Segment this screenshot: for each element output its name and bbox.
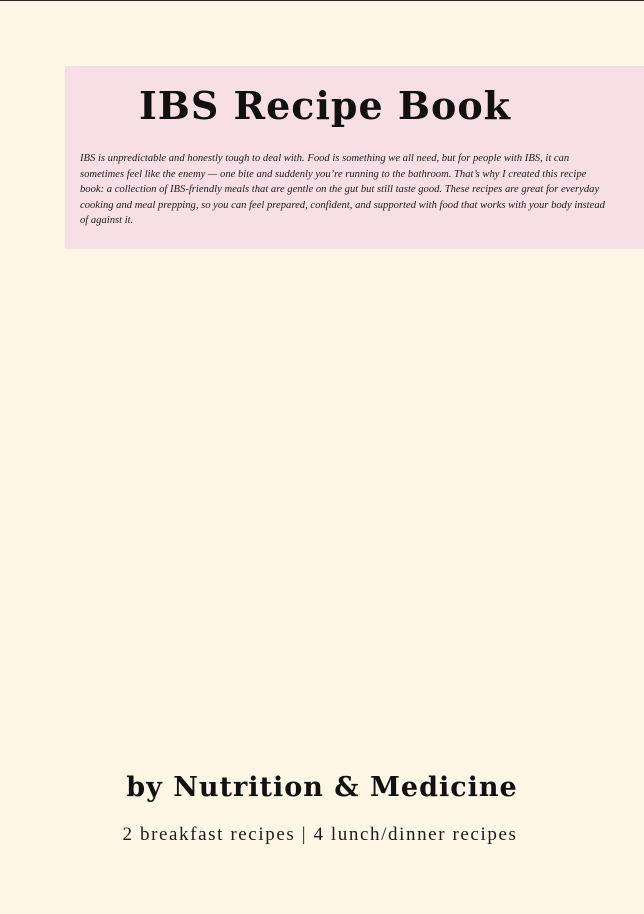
book-title: IBS Recipe Book <box>138 83 511 128</box>
top-border-line <box>0 0 644 1</box>
intro-paragraph: IBS is unpredictable and honestly tough to deal with. Food is something we all need, but for people with IBS, it can sometimes feel like the enemy — one bite and suddenly you’re running to the bathroom. That’s why I created this recipe book: a collection of IBS-friendly meals that are gentle on the gut but still taste good. These recipes are great for everyday cooking and meal prepping, so you can feel prepared, confident, and supported with food that works with your body instead of against it. <box>80 153 605 226</box>
recipe-count-line: 2 breakfast recipes | 4 lunch/dinner recipes <box>122 824 518 845</box>
author-byline: by Nutrition & Medicine <box>126 772 518 803</box>
header-block <box>65 66 644 249</box>
